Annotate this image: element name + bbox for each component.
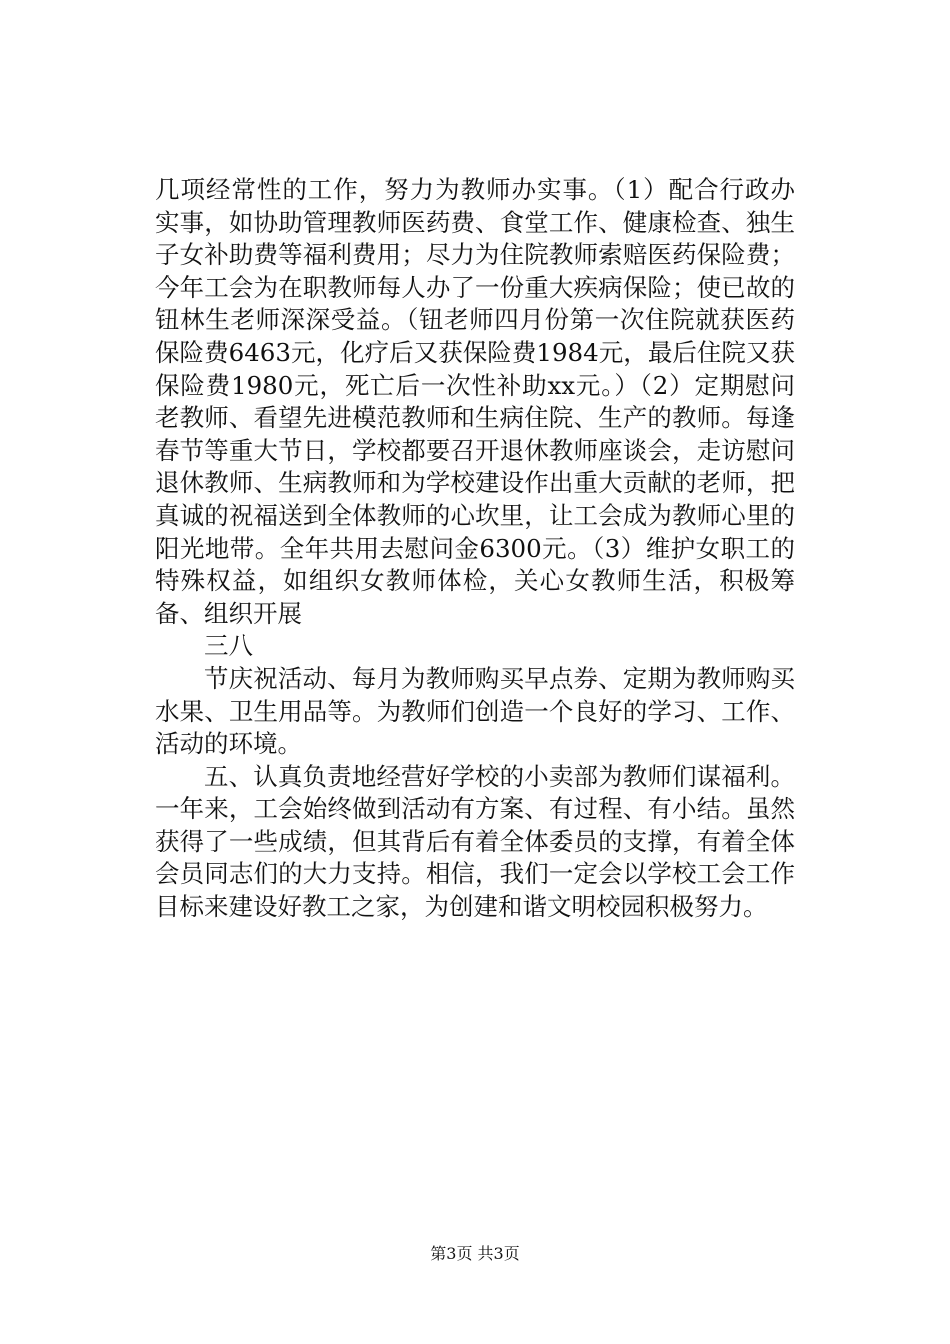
document-body — [155, 174, 795, 924]
paragraph-welfare-work: 几项经常性的工作，努力为教师办实事。（1）配合行政办实事，如协助管理教师医药费、食堂工作、健康检查、独生子女补助费等福利费用；尽力为住院教师索赔医药保险费；今年工会为在职教师每人办了一份重大疾病保险；使已故的钮林生老师深深受益。（钮老师四月份第一次住院就获医药保险费6463元，化疗后又获保险费1984元，最后住院又获保险费1980元，死亡后一次性补助xx元。）（2）定期慰问老教师、看望先进模范教师和生病住院、生产的教师。每逢春节等重大节日，学校都要召开退休教师座谈会，走访慰问退休教师、生病教师和为学校建设作出重大贡献的老师，把真诚的祝福送到全体教师的心坎里，让工会成为教师心里的阳光地带。全年共用去慰问金6300元。（3）维护女职工的特殊权益，如组织女教师体检，关心女教师生活，积极筹备、组织开展 — [155, 175, 795, 628]
paragraph-festival-activities: 节庆祝活动、每月为教师购买早点券、定期为教师购买水果、卫生用品等。为教师们创造一个良好的学习、工作、活动的环境。 — [155, 663, 795, 759]
paragraph-section-five: 五、认真负责地经营好学校的小卖部为教师们谋福利。一年来，工会始终做到活动有方案、有过程、有小结。虽然获得了一些成绩，但其背后有着全体委员的支撑，有着全体会员同志们的大力支持。相信，我们一定会以学校工会工作目标来建设好教工之家，为创建和谐文明校园积极努力。 — [155, 761, 795, 922]
paragraph-sanba: 三八 — [204, 631, 253, 661]
page-number: 第3页 共3页 — [430, 1244, 520, 1263]
